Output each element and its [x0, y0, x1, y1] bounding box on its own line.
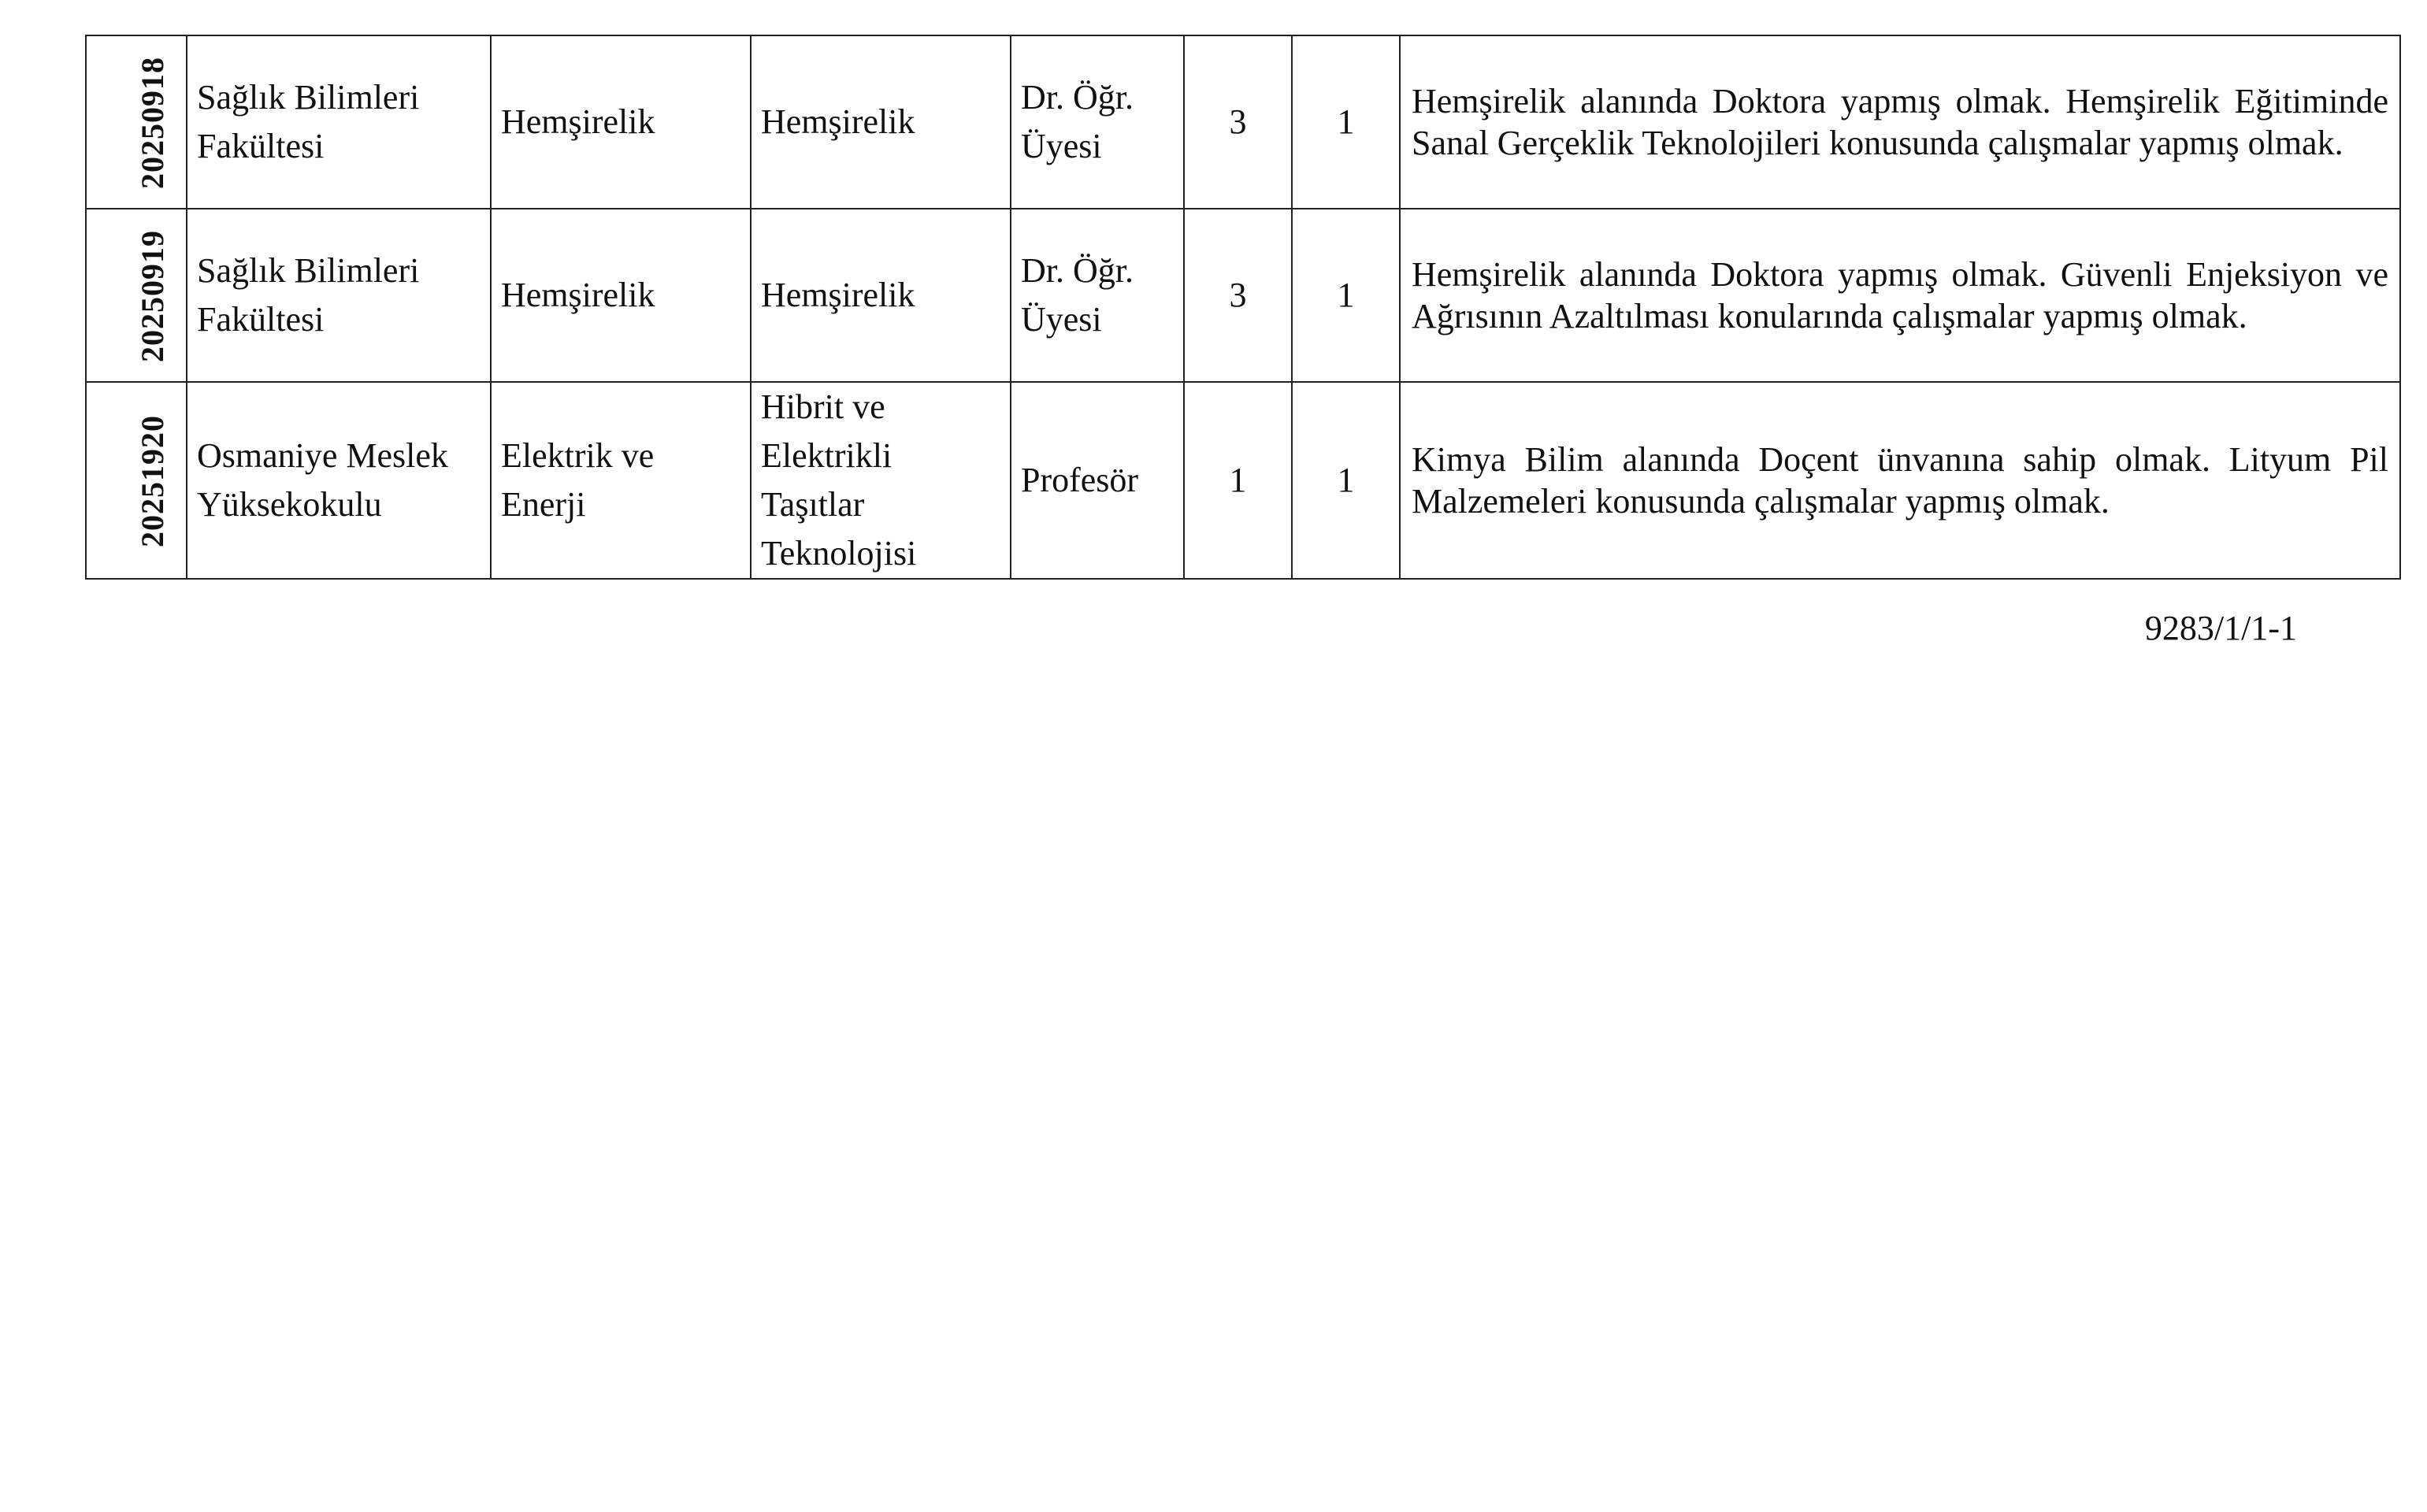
table-row — [86, 209, 2400, 382]
requirements-cell: Kimya Bilim alanında Doçent ünvanına sahip olmak. Lityum Pil Malzemeleri konusunda çalışmalar yapmış olmak. — [1400, 382, 2400, 579]
unit-cell: Sağlık Bilimleri Fakültesi — [187, 35, 491, 209]
count-cell: 1 — [1292, 35, 1400, 209]
title-cell: Dr. Öğr. Üyesi — [1011, 209, 1184, 382]
program-cell: Hibrit ve Elektrikli Taşıtlar Teknolojisi — [751, 382, 1011, 579]
position-code: 20250918 — [135, 56, 170, 189]
program-cell: Hemşirelik — [751, 209, 1011, 382]
level-cell: 3 — [1184, 209, 1292, 382]
title-cell: Profesör — [1011, 382, 1184, 579]
position-code-cell — [86, 382, 187, 579]
unit-cell: Sağlık Bilimleri Fakültesi — [187, 209, 491, 382]
document-reference-number: 9283/1/1-1 — [2144, 609, 2297, 647]
count-cell: 1 — [1292, 382, 1400, 579]
count-cell: 1 — [1292, 209, 1400, 382]
department-cell: Hemşirelik — [491, 35, 751, 209]
positions-table — [85, 35, 2401, 580]
unit-cell: Osmaniye Meslek Yüksekokulu — [187, 382, 491, 579]
position-code: 20250919 — [135, 229, 170, 362]
position-code-cell — [86, 209, 187, 382]
table-row — [86, 35, 2400, 209]
table-row — [86, 382, 2400, 579]
requirements-cell: Hemşirelik alanında Doktora yapmış olmak. Güvenli Enjeksiyon ve Ağrısının Azaltılması konularında çalışmalar yapmış olmak. — [1400, 209, 2400, 382]
program-cell: Hemşirelik — [751, 35, 1011, 209]
level-cell: 1 — [1184, 382, 1292, 579]
position-code-cell — [86, 35, 187, 209]
level-cell: 3 — [1184, 35, 1292, 209]
department-cell: Hemşirelik — [491, 209, 751, 382]
requirements-cell: Hemşirelik alanında Doktora yapmış olmak. Hemşirelik Eğitiminde Sanal Gerçeklik Teknolojileri konusunda çalışmalar yapmış olmak. — [1400, 35, 2400, 209]
position-code: 20251920 — [135, 414, 170, 547]
title-cell: Dr. Öğr. Üyesi — [1011, 35, 1184, 209]
department-cell: Elektrik ve Enerji — [491, 382, 751, 579]
